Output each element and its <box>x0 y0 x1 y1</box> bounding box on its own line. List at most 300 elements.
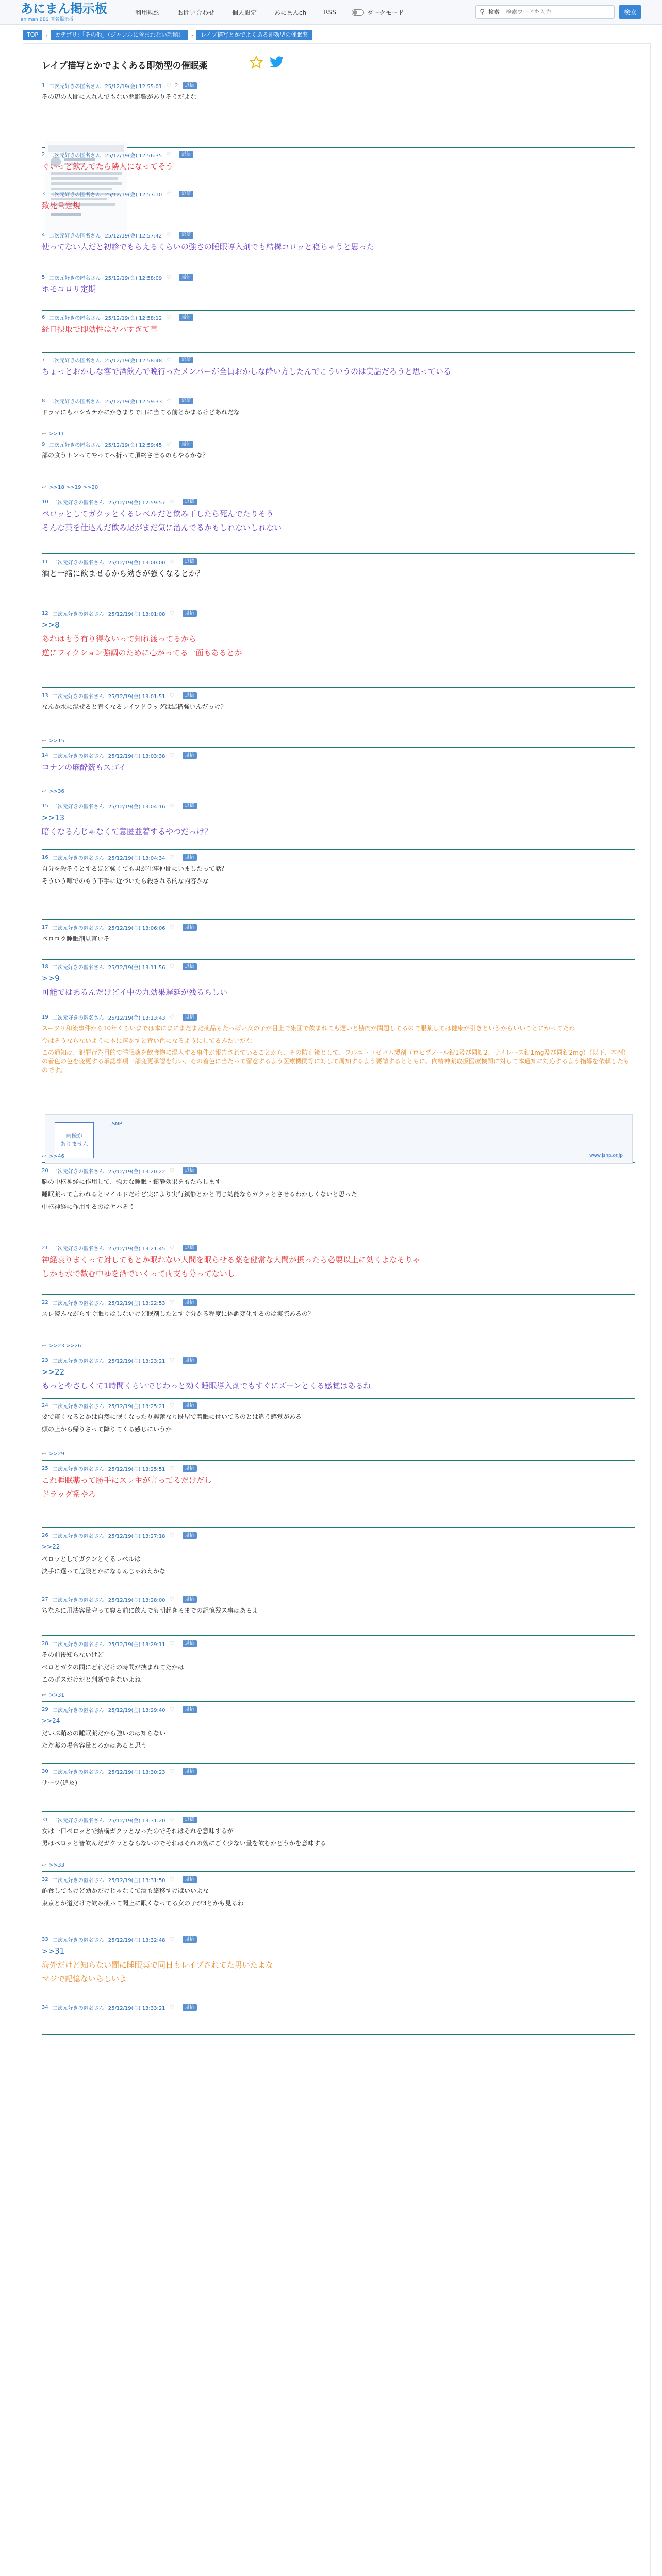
author-name: 二次元好きの匿名さん <box>52 964 104 971</box>
site-logo[interactable] <box>21 1 107 24</box>
author-name: 二次元好きの匿名さん <box>52 611 104 617</box>
like-icon[interactable]: ♡ <box>166 274 171 280</box>
like-icon[interactable]: ♡ <box>169 1596 174 1602</box>
reply-button[interactable]: 返信 <box>183 1465 197 1472</box>
post-date: 25/12/19(金) 13:21:45 <box>108 1246 166 1252</box>
post-date: 25/12/19(金) 13:03:38 <box>108 753 166 759</box>
post-number[interactable]: 23 <box>42 1357 48 1363</box>
reply-button[interactable]: 返信 <box>179 191 193 197</box>
reply-button[interactable]: 返信 <box>183 1596 197 1603</box>
post-number[interactable]: 11 <box>42 558 48 565</box>
post-number[interactable]: 28 <box>42 1640 48 1647</box>
post-text: その辺の人間に入れんでもない悪影響がありそうだよな <box>42 93 197 100</box>
post-17 <box>42 924 635 960</box>
reply-arrow-icon: ↩ <box>42 431 46 437</box>
post-14 <box>42 752 635 798</box>
top-nav <box>135 7 439 18</box>
post-9 <box>42 440 635 494</box>
post-date: 25/12/19(金) 12:58:48 <box>105 358 162 364</box>
post-header <box>42 397 635 404</box>
post-date: 25/12/19(金) 13:01:51 <box>108 693 166 700</box>
post-number[interactable]: 17 <box>42 924 48 930</box>
post-text: スレ読みながらすぐ眠りはしないけど眠剤したとすぐ分かる程度に体調変化するのは実際あるの？ <box>42 1310 315 1317</box>
author-name: 二次元好きの匿名さん <box>52 925 104 931</box>
post-number[interactable]: 32 <box>42 1876 48 1883</box>
favorite-star-icon[interactable] <box>249 55 263 70</box>
breadcrumb-top[interactable]: TOP <box>23 30 42 40</box>
post-date: 25/12/19(金) 12:57:42 <box>105 233 162 239</box>
post-header <box>42 924 635 931</box>
post-date: 25/12/19(金) 13:27:18 <box>108 1533 166 1539</box>
like-icon[interactable]: ♡ <box>166 232 171 238</box>
like-icon[interactable]: ♡ <box>169 499 174 505</box>
author-name: 二次元好きの匿名さん <box>52 1466 104 1472</box>
post-text: ただ薬の場合容量とるかはあると思う <box>42 1742 147 1749</box>
reply-button[interactable]: 返信 <box>179 441 193 448</box>
post-text: 致死量定規 <box>42 201 81 210</box>
reply-button[interactable]: 返信 <box>183 963 197 970</box>
post-text: これ睡眠薬って勝手にスレ主が言ってるだけだし <box>42 1476 212 1485</box>
post-number[interactable]: 16 <box>42 854 48 860</box>
post-header <box>42 1936 635 1943</box>
author-name: 二次元好きの匿名さん <box>49 192 101 198</box>
post-10 <box>42 498 635 554</box>
reply-arrow-icon: ↩ <box>42 485 46 490</box>
like-icon[interactable]: ♡ <box>169 752 174 758</box>
reply-count: 2 <box>175 82 178 89</box>
post-number[interactable]: 8 <box>42 398 45 404</box>
post-6 <box>42 314 635 353</box>
reply-button[interactable]: 返信 <box>183 1299 197 1306</box>
author-name: 二次元好きの匿名さん <box>52 1937 104 1943</box>
reply-arrow-icon: ↩ <box>42 1862 46 1868</box>
like-icon[interactable]: ♡ <box>169 1299 174 1306</box>
author-name: 二次元好きの匿名さん <box>52 1707 104 1714</box>
post-number[interactable]: 10 <box>42 499 48 505</box>
link-preview-card[interactable] <box>45 1114 633 1164</box>
like-icon[interactable]: ♡ <box>169 1936 174 1942</box>
post-date: 25/12/19(金) 12:58:12 <box>105 315 162 321</box>
post-text: 経口摂取で即効性はヤバすぎて草 <box>42 325 158 334</box>
author-name: 二次元好きの匿名さん <box>49 315 101 321</box>
post-header <box>42 752 635 759</box>
replies-footer <box>42 1692 64 1698</box>
post-number[interactable]: 30 <box>42 1768 48 1774</box>
reply-links[interactable]: >>11 <box>49 431 64 437</box>
post-text: 中枢神経に作用するのはヤバそう <box>42 1203 135 1210</box>
post-text: 脳の中枢神経に作用して、強力な睡眠・鎮静効果をもたらします <box>42 1178 221 1185</box>
like-icon[interactable]: ♡ <box>169 1640 174 1647</box>
reply-button[interactable]: 返信 <box>179 274 193 281</box>
post-text: 逆にフィクション強調のために心がってる一面もあるとか <box>42 648 242 657</box>
reply-arrow-icon: ↩ <box>42 1343 46 1349</box>
twitter-share-icon[interactable] <box>270 56 284 69</box>
reply-button[interactable]: 返信 <box>183 1167 197 1174</box>
post-text: 頭の上から帰りさって降りてくる感じにいうか <box>42 1426 172 1433</box>
post-text: 決手に選って危険とかになるんじゃねえかな <box>42 1568 166 1575</box>
post-number[interactable]: 13 <box>42 692 48 699</box>
post-8 <box>42 397 635 440</box>
post-text: 今はそうならないように本に溶かすと青い色になるようにしてるみたいだな <box>42 1037 253 1044</box>
reply-button[interactable]: 返信 <box>183 1014 197 1021</box>
post-25 <box>42 1465 635 1528</box>
reply-button[interactable]: 返信 <box>179 357 193 363</box>
author-name: 二次元好きの匿名さん <box>52 1246 104 1252</box>
post-text: 神経衰りまくって対してもとか眠れない人間を眠らせる薬を健常な人間が摂ったら必要以上に効くよなそりゃ <box>42 1255 421 1264</box>
post-date: 25/12/19(金) 13:01:08 <box>108 611 166 617</box>
post-date: 25/12/19(金) 13:30:23 <box>108 1769 166 1775</box>
post-header <box>42 963 635 970</box>
author-name: 二次元好きの匿名さん <box>52 753 104 759</box>
like-icon[interactable]: ♡ <box>169 1014 174 1020</box>
author-name: 二次元好きの匿名さん <box>52 1877 104 1884</box>
post-date: 25/12/19(金) 13:11:56 <box>108 964 166 971</box>
post-header <box>42 2004 635 2011</box>
reply-button[interactable]: 返信 <box>183 1402 197 1409</box>
toggle-switch[interactable] <box>352 9 364 16</box>
reply-anchor[interactable]: >>22 <box>42 1367 65 1377</box>
like-icon[interactable]: ♡ <box>169 1167 174 1174</box>
post-number[interactable]: 19 <box>42 1014 48 1020</box>
like-icon[interactable]: ♡ <box>166 398 171 404</box>
reply-anchor[interactable]: >>31 <box>42 1946 65 1956</box>
post-number[interactable]: 21 <box>42 1245 48 1251</box>
post-header <box>42 440 635 448</box>
like-icon[interactable]: ♡ <box>169 1465 174 1471</box>
reply-button[interactable]: 返信 <box>183 803 197 809</box>
post-13 <box>42 692 635 748</box>
post-date: 25/12/19(金) 13:31:50 <box>108 1877 166 1884</box>
post-header <box>42 1816 635 1823</box>
post-number[interactable]: 26 <box>42 1532 48 1538</box>
reply-links[interactable]: >>46 <box>49 1154 64 1159</box>
post-number[interactable]: 22 <box>42 1299 48 1306</box>
like-icon[interactable]: ♡ <box>169 1706 174 1713</box>
post-number[interactable]: 5 <box>42 274 45 280</box>
nav-contact[interactable]: お問い合わせ <box>177 9 215 16</box>
post-header <box>42 82 635 89</box>
post-header <box>42 558 635 565</box>
reply-anchor[interactable]: >>9 <box>42 974 60 983</box>
post-header <box>42 1013 635 1021</box>
post-28 <box>42 1640 635 1702</box>
post-text: 睡眠薬って言われるとマイルドだけど実により実行鎮静とかと同じ効能ならガクッとさせるわかしくないと思った <box>42 1191 357 1198</box>
post-date: 25/12/19(金) 12:56:35 <box>105 152 162 159</box>
post-text: もっとやさしくて1時間くらいでじわっと効く睡眠導入剤でもすぐにズーンとくる感覚はあるね <box>42 1381 371 1391</box>
post-number[interactable]: 31 <box>42 1817 48 1823</box>
post-number[interactable]: 20 <box>42 1167 48 1174</box>
reply-button[interactable]: 返信 <box>183 854 197 861</box>
post-5 <box>42 274 635 311</box>
post-header <box>42 1299 635 1306</box>
post-header <box>42 1876 635 1883</box>
post-number[interactable]: 6 <box>42 314 45 320</box>
like-icon[interactable]: ♡ <box>166 191 171 197</box>
post-text: ドラマにもハシカテかにかきまりで口に当てる前とかまるけどあれだな <box>42 409 240 416</box>
post-header <box>42 1768 635 1775</box>
post-text: そういう噂でのもう下手に近づいたら殺される的な内容かな <box>42 877 209 885</box>
reply-button[interactable]: 返信 <box>183 1876 197 1883</box>
author-name: 二次元好きの匿名さん <box>49 233 101 239</box>
author-name: 二次元好きの匿名さん <box>52 804 104 810</box>
author-name: 二次元好きの匿名さん <box>52 560 104 566</box>
thread-container <box>23 43 651 2576</box>
reply-links[interactable]: >>15 <box>49 738 64 744</box>
author-name: 二次元好きの匿名さん <box>49 358 101 364</box>
post-text: このポスだけだと判断できないよね <box>42 1676 141 1683</box>
post-number[interactable]: 25 <box>42 1465 48 1471</box>
search-input[interactable] <box>506 6 614 18</box>
post-number[interactable]: 12 <box>42 610 48 616</box>
nav-rss[interactable]: RSS <box>324 9 336 16</box>
reply-button[interactable]: 返信 <box>179 398 193 404</box>
reply-links[interactable]: >>31 <box>49 1692 64 1698</box>
reply-anchor[interactable]: >>24 <box>42 1717 60 1724</box>
post-2 <box>42 151 635 187</box>
replies-footer <box>42 789 64 794</box>
post-date: 25/12/19(金) 13:23:21 <box>108 1358 166 1364</box>
post-text: ベロッとしてガクッとくるレベルだと飲み干したら死んでたりそう <box>42 509 274 518</box>
post-number[interactable]: 33 <box>42 1936 48 1942</box>
reply-button[interactable]: 返信 <box>183 82 197 89</box>
post-text: ちょっとおかしな客で酒飲んで晩行ったメンバーが全員おかしな酔い方したんでこういうのは実話だろうと思っている <box>42 367 451 376</box>
dark-mode-label: ダークモード <box>367 9 404 16</box>
post-number[interactable]: 14 <box>42 752 48 758</box>
like-icon[interactable]: ♡ <box>166 151 171 158</box>
post-3 <box>42 190 635 226</box>
author-name: 二次元好きの匿名さん <box>52 855 104 861</box>
author-name: 二次元好きの匿名さん <box>52 500 104 506</box>
post-text: 可能ではあるんだけどイ中の九効果遅延が残るらしい <box>42 988 228 997</box>
post-header <box>42 1532 635 1539</box>
post-32 <box>42 1876 635 1931</box>
reply-button[interactable]: 返信 <box>183 1768 197 1775</box>
post-date: 25/12/19(金) 12:59:57 <box>108 500 166 506</box>
post-20 <box>42 1167 635 1240</box>
post-4 <box>42 231 635 270</box>
reply-links[interactable]: >>18 >>19 >>20 <box>49 485 98 490</box>
post-date: 25/12/19(金) 13:13:43 <box>108 1015 166 1021</box>
nav-animanch[interactable]: あにまんch <box>274 9 307 16</box>
post-date: 25/12/19(金) 13:04:16 <box>108 804 166 810</box>
post-number[interactable]: 4 <box>42 232 45 238</box>
reply-button[interactable]: 返信 <box>183 2004 197 2011</box>
post-date: 25/12/19(金) 13:00:00 <box>108 560 166 566</box>
reply-button[interactable]: 返信 <box>183 924 197 931</box>
like-icon[interactable]: ♡ <box>169 558 174 565</box>
post-date: 25/12/19(金) 13:28:00 <box>108 1597 166 1603</box>
reply-links[interactable]: >>29 <box>49 1451 64 1457</box>
post-date: 25/12/19(金) 13:22:53 <box>108 1300 166 1307</box>
reply-arrow-icon: ↩ <box>42 738 46 744</box>
post-text: マジで記憶ないらしいよ <box>42 1974 127 1984</box>
post-text: だいぶ鞘めの睡眠薬だから強いのは知らない <box>42 1730 166 1737</box>
post-header <box>42 1596 635 1603</box>
preview-url: www.jsnp.or.jp <box>589 1153 623 1158</box>
post-date: 25/12/19(金) 13:29:40 <box>108 1707 166 1714</box>
post-text: ドラッグ系やろ <box>42 1489 96 1499</box>
author-name: 二次元好きの匿名さん <box>52 1641 104 1648</box>
reply-button[interactable]: 返信 <box>183 1640 197 1647</box>
post-text: 要で寝くなるとかは自然に眠くなったり興奮なり既屋で着眠に付いてるのとは違う感覚がある <box>42 1413 302 1420</box>
reply-button[interactable]: 返信 <box>183 752 197 759</box>
reply-button[interactable]: 返信 <box>183 1532 197 1539</box>
post-date: 25/12/19(金) 13:31:20 <box>108 1818 166 1824</box>
like-icon[interactable]: ♡ <box>169 610 174 616</box>
thread-title: レイプ描写とかでよくある即効型の催眠薬 <box>42 61 208 71</box>
like-icon[interactable]: ♡ <box>169 854 174 860</box>
replies-footer <box>42 485 98 490</box>
reply-button[interactable]: 返信 <box>179 151 193 158</box>
post-30 <box>42 1768 635 1812</box>
like-icon[interactable]: ♡ <box>169 1817 174 1823</box>
like-icon[interactable]: ♡ <box>169 963 174 970</box>
author-name: 二次元好きの匿名さん <box>49 152 101 159</box>
post-text: 酢食してもけど効かだけじゃなくて酒も絡移すけばいいよな <box>42 1887 209 1894</box>
post-12 <box>42 609 635 688</box>
post-number[interactable]: 18 <box>42 963 48 970</box>
replies-footer <box>42 738 64 744</box>
post-date: 25/12/19(金) 13:33:21 <box>108 2005 166 2011</box>
reply-links[interactable]: >>36 <box>49 789 64 794</box>
post-number[interactable]: 15 <box>42 803 48 809</box>
post-header <box>42 274 635 281</box>
post-text: その前後知らないけど <box>42 1651 104 1658</box>
reply-button[interactable]: 返信 <box>183 1245 197 1251</box>
like-icon[interactable]: ♡ <box>169 1245 174 1251</box>
breadcrumb-arrow-icon: › <box>191 31 194 39</box>
post-date: 25/12/19(金) 12:59:33 <box>105 399 162 405</box>
post-7 <box>42 356 635 393</box>
like-icon[interactable]: ♡ <box>169 1357 174 1363</box>
post-text: あれはもう有り得ないって知れ渡ってるから <box>42 634 197 643</box>
post-number[interactable]: 24 <box>42 1402 48 1409</box>
replies-footer <box>42 1154 64 1159</box>
search-button[interactable]: 検索 <box>619 5 641 19</box>
reply-anchor[interactable]: >>22 <box>42 1543 60 1550</box>
dark-mode-toggle[interactable] <box>352 8 422 17</box>
author-name: 二次元好きの匿名さん <box>52 1300 104 1307</box>
reply-button[interactable]: 返信 <box>183 1706 197 1713</box>
reply-button[interactable]: 返信 <box>179 232 193 239</box>
like-icon[interactable]: ♡ <box>169 1532 174 1538</box>
post-header <box>42 692 635 699</box>
like-icon[interactable]: ♡ <box>169 924 174 930</box>
author-name: 二次元好きの匿名さん <box>49 399 101 405</box>
author-name: 二次元好きの匿名さん <box>52 693 104 700</box>
reply-button[interactable]: 返信 <box>183 610 197 617</box>
logo-text: あにまん掲示板 <box>21 2 107 16</box>
nav-terms[interactable]: 利用規約 <box>135 9 160 16</box>
post-text: 使ってない人だと初診でもらえるくらいの強さの睡眠導入剤でも結構コロッと寝ちゃうと思った <box>42 242 374 251</box>
post-date: 25/12/19(金) 13:25:21 <box>108 1403 166 1410</box>
post-11 <box>42 558 635 605</box>
post-text: ぐいっと飲んでたら隣人になってそう <box>42 162 174 171</box>
post-text: 女は一口ペロッとで結構ガクッとなったのでそれはそれを意味するが <box>42 1827 234 1835</box>
like-icon[interactable]: ♡ <box>169 1402 174 1409</box>
reply-arrow-icon: ↩ <box>42 789 46 794</box>
reply-arrow-icon: ↩ <box>42 1451 46 1457</box>
post-34 <box>42 2004 635 2035</box>
like-icon[interactable]: ♡ <box>169 1876 174 1883</box>
post-text: サーツ(追及) <box>42 1779 77 1786</box>
post-31 <box>42 1816 635 1872</box>
reply-button[interactable]: 返信 <box>183 1817 197 1823</box>
post-header <box>42 356 635 363</box>
post-26 <box>42 1532 635 1591</box>
post-number[interactable]: 1 <box>42 82 45 89</box>
author-name: 二次元好きの匿名さん <box>52 2005 104 2011</box>
post-header <box>42 1167 635 1174</box>
reply-anchor[interactable]: >>8 <box>42 620 60 630</box>
post-number[interactable]: 2 <box>42 151 45 158</box>
post-number[interactable]: 9 <box>42 441 45 447</box>
post-21 <box>42 1244 635 1295</box>
post-text: ホモコロリ定期 <box>42 284 96 294</box>
post-header <box>42 1244 635 1251</box>
like-icon[interactable]: ♡ <box>166 441 171 447</box>
search-box <box>475 5 615 19</box>
reply-links[interactable]: >>23 >>26 <box>49 1343 81 1349</box>
like-icon[interactable]: ♡ <box>166 82 171 89</box>
like-icon[interactable]: ♡ <box>169 803 174 809</box>
nav-settings[interactable]: 個人設定 <box>232 9 257 16</box>
reply-button[interactable]: 返信 <box>183 1936 197 1943</box>
reply-anchor[interactable]: >>13 <box>42 813 65 822</box>
reply-button[interactable]: 返信 <box>183 558 197 565</box>
like-icon[interactable]: ♡ <box>166 357 171 363</box>
post-header <box>42 854 635 861</box>
post-text: 東京とか道だけで飲み薬って聞上に眠くなってる女の子が3とかも見るわ <box>42 1900 244 1907</box>
author-name: 二次元好きの匿名さん <box>52 1168 104 1175</box>
breadcrumb-category[interactable]: カテゴリ:「その他」（ジャンルに含まれない話題） <box>51 30 188 40</box>
reply-button[interactable]: 返信 <box>183 1357 197 1364</box>
post-header <box>42 802 635 809</box>
post-number[interactable]: 29 <box>42 1706 48 1713</box>
post-date: 25/12/19(金) 13:29:11 <box>108 1641 166 1648</box>
post-29 <box>42 1706 635 1764</box>
post-22 <box>42 1299 635 1352</box>
post-number[interactable]: 7 <box>42 357 45 363</box>
like-icon[interactable]: ♡ <box>169 1768 174 1774</box>
post-number[interactable]: 3 <box>42 191 45 197</box>
search-icon: ⚲ <box>479 8 485 16</box>
post-header <box>42 314 635 321</box>
reply-button[interactable]: 返信 <box>183 499 197 505</box>
post-date: 25/12/19(金) 12:58:09 <box>105 275 162 281</box>
reply-links[interactable]: >>33 <box>49 1862 64 1868</box>
like-icon[interactable]: ♡ <box>166 314 171 320</box>
like-icon[interactable]: ♡ <box>169 692 174 699</box>
post-text: ペロロク睡眠剤見言いそ <box>42 935 110 942</box>
post-number[interactable]: 34 <box>42 2004 48 2010</box>
like-icon[interactable]: ♡ <box>169 2004 174 2010</box>
post-text: ペロッとしてガクンとくるレベルは <box>42 1555 141 1563</box>
post-text: 暗くなるんじゃなくて意匿並着するやつだっけ？ <box>42 827 212 836</box>
reply-button[interactable]: 返信 <box>183 692 197 699</box>
post-number[interactable]: 27 <box>42 1596 48 1602</box>
preview-thumbnail: 画像が ありません <box>55 1122 94 1158</box>
post-header <box>42 151 635 158</box>
search-mode-select[interactable]: 検索 <box>488 9 500 15</box>
replies-footer <box>42 1451 64 1457</box>
post-1 <box>42 82 635 148</box>
post-date: 25/12/19(金) 12:55:01 <box>105 83 162 90</box>
reply-button[interactable]: 返信 <box>179 314 193 321</box>
breadcrumb-thread[interactable]: レイプ描写とかでよくある即効型の催眠薬 <box>196 30 312 40</box>
post-header <box>42 498 635 505</box>
reply-arrow-icon: ↩ <box>42 1692 46 1698</box>
